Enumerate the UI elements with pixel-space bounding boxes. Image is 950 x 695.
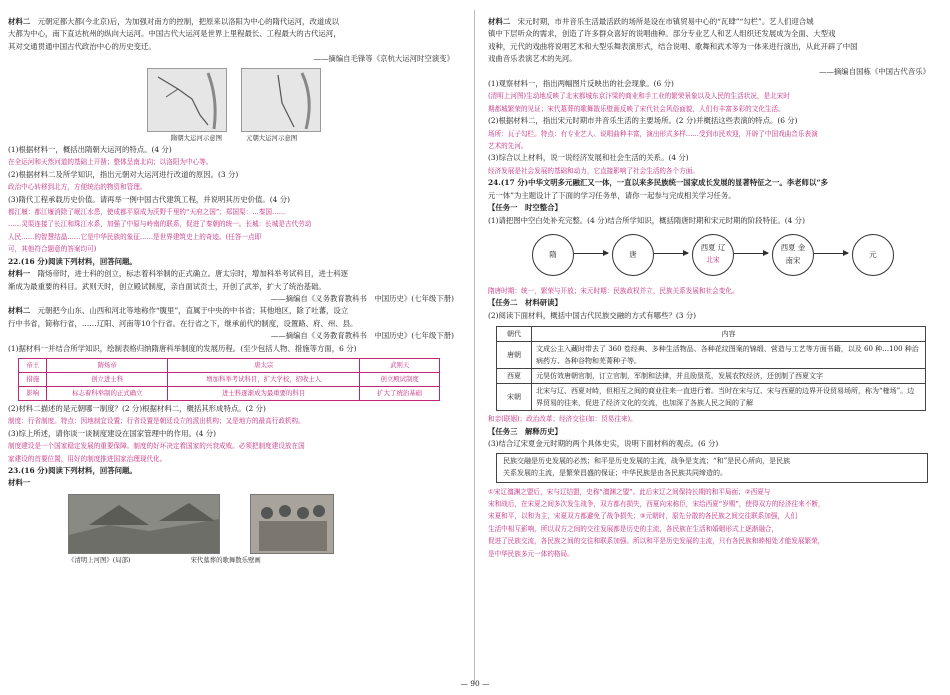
material-paragraph xyxy=(488,16,936,28)
question: (3)综合以上材料，说一说经济发展和社会生活的关系。(4 分) xyxy=(488,153,689,163)
answer: 和亲(联姻)；政治改革；经济交往(如：贸易往来)。 xyxy=(488,415,637,424)
answer: 宋夏和平，以和为主，宋夏双方都避免了战争损失；③元朝时，原先分散的各民族之间交往联系加强，人们 xyxy=(488,512,798,521)
task-tag: 【任务三 解释历史】 xyxy=(488,426,562,436)
answer: ……灵渠连接了长江和珠江水系，加强了中原与岭南的联系，促进了秦朝的统一。长城：长城是古代劳动 xyxy=(8,220,312,229)
table-cell: 影响 xyxy=(19,386,47,400)
timeline-node-song-jin xyxy=(772,234,814,276)
text: 其对交通贯通中国古代政治中心的历史变迁。 xyxy=(8,41,156,51)
fusion-table xyxy=(496,326,926,411)
question: (1)请把图中空白处补充完整。(4 分)结合所学知识，概括隋唐时期和宋元时期的阶段特征。(4 分) xyxy=(488,215,805,225)
question: (2)根据材料二，指出宋元时期市井音乐生活的主要场所。(2 分)并概括这些表演的特点。(6 分) xyxy=(488,116,798,126)
coastline xyxy=(302,73,309,129)
table-cell: 宋朝 xyxy=(497,384,532,411)
column-divider xyxy=(474,10,475,682)
text: 渐成为最重要的科目。武则天时，创立殿试制度，亲自面试贡士，开创了武举，扩大了统治基础。 xyxy=(8,281,326,291)
answer: 可，其他符合题意的答案均可) xyxy=(8,245,97,254)
left-column xyxy=(8,16,460,566)
timeline-node-song-liao xyxy=(692,234,734,276)
text: 元朝定都大都(今北京)后，为加强对南方的控制，把原来以洛阳为中心的隋代运河，改道成以 xyxy=(37,17,339,26)
table-cell: 元昊仿效唐朝官制，订立官制，军制和法律，并且励垦荒，发展农牧经济，还创制了西夏文字 xyxy=(532,369,926,384)
map-figures xyxy=(8,68,460,132)
question-header: 23.(16 分)阅读下列材料，回答问题。 xyxy=(8,465,137,475)
figure-head xyxy=(261,507,273,519)
table-cell: 帝王 xyxy=(19,358,47,372)
source-citation: ——摘编自毛锋等《京杭大运河时空演变》 xyxy=(313,54,454,64)
opinion-box xyxy=(496,453,928,482)
table-cell: 标志着科举制的正式确立 xyxy=(47,386,168,400)
question-header: 22.(16 分)阅读下列材料，回答问题。 xyxy=(8,256,137,266)
table-cell: 隋炀帝 xyxy=(47,358,168,372)
question: (1)观察材料一，指出两幅图片反映出的社会现象。(6 分) xyxy=(488,79,674,89)
map-caption: 隋朝大运河示意图 xyxy=(170,133,222,142)
answer: ①宋辽澶渊之盟后，宋与辽结盟，史称“澶渊之盟”。此后宋辽之间保持长期的和平局面；②西夏与 xyxy=(488,487,771,496)
answer: 制度：行省制度。特点：因地制宜设置；行省设置是朝廷设立的派出机构；又是地方的最高行政机构。 xyxy=(8,417,305,426)
material-label: 材料一 xyxy=(8,478,31,488)
text: 宋元时期，市井音乐生活最活跃的场所是设在市镇贸易中心的“瓦肆”“勾栏”。艺人们迎合城 xyxy=(517,17,814,26)
material-paragraph xyxy=(8,268,460,280)
node-answer: 北宋 xyxy=(706,255,720,264)
question: (3)隋代工程承载历史价值。请再举一例中国古代建筑工程，并说明其历史价值。(4 分) xyxy=(8,194,290,204)
material-label: 材料二 xyxy=(8,17,31,26)
table-row xyxy=(497,327,926,342)
answer: 艺术的先河。 xyxy=(488,142,528,151)
answer: 隋唐时期：统一，繁荣与开放；宋元时期：民族政权并立，民族关系发展和社会变化。 xyxy=(488,286,739,295)
keju-table xyxy=(18,358,440,401)
source-citation: ——摘编自国栋《中国古代音乐》 xyxy=(819,66,930,76)
node-label: 辽 xyxy=(717,242,726,252)
table-cell: 西夏 xyxy=(497,369,532,384)
answer: 都江堰：都江堰消除了岷江水患，使成都平原成为沃野千里的“天府之国”；郑国渠：…秦国…… xyxy=(8,208,286,217)
table-cell: 创立进士科 xyxy=(47,372,168,386)
coastline xyxy=(208,73,215,129)
answer: 是中华民族多元一体的格局。 xyxy=(488,549,574,558)
table-row xyxy=(19,358,440,372)
source-citation: ——摘编自《义务教育教科书 中国历史》(七年级下册) xyxy=(270,331,454,341)
question: (2)根据材料二及所学知识，指出元朝对大运河进行改道的原因。(3 分) xyxy=(8,169,239,179)
table-cell: 进士科逐渐成为最重要的科目 xyxy=(168,386,360,400)
table-cell: 创立殿试制度 xyxy=(360,372,440,386)
answer: 在全运河和天然河道的基础上开凿；整体呈南北向；以洛阳为中心等。 xyxy=(8,158,213,167)
node-row xyxy=(773,241,813,254)
table-cell: 武则天 xyxy=(360,358,440,372)
map-captions xyxy=(8,132,460,144)
mural-drawing xyxy=(251,495,333,553)
text: 关系发展的主流，是繁荣昌盛的保证；中华民族是由各民族共同缔造的。 xyxy=(503,468,727,477)
table-row xyxy=(19,372,440,386)
table-cell: 措施 xyxy=(19,372,47,386)
figure-head xyxy=(279,505,291,517)
question: (3)综上所述，请你谈一谈制度建设在国家管理中的作用。(4 分) xyxy=(8,428,217,438)
text: 行中书省，简称行省，……辽阳、河南等10个行省。在行省之下，继承前代的制度，设置路、府、州、县。 xyxy=(8,318,358,328)
timeline-node-yuan: 元 xyxy=(852,234,894,276)
table-row xyxy=(497,342,926,369)
table-cell: 唐太宗 xyxy=(168,358,360,372)
material-label: 材料二 xyxy=(488,17,511,26)
answer: 家建设的首要位置，用好的制度推进国家治理现代化。 xyxy=(8,454,167,463)
painting-drawing xyxy=(69,495,219,553)
question-header: 24.(17 分)中华文明多元融汇又一体，一直以来多民族统一国家成长发展的显著特征之一。李老师以“多 xyxy=(488,178,828,188)
material-paragraph xyxy=(8,16,460,28)
timeline-arrow xyxy=(574,253,608,254)
text: 元朝把今山东、山西和河北等地称作“腹里”，直属于中央的中书省；其他地区，除了吐蕃，设立 xyxy=(37,306,349,316)
canal-line xyxy=(278,75,294,127)
node-label: 金 xyxy=(797,242,806,252)
page-number: — 90 — xyxy=(460,679,490,688)
answer: 期都城繁荣的见证；宋代墓葬的歌舞散乐壁画反映了宋代社会风俗面貌，人们有丰富多彩的文化生活。 xyxy=(488,104,785,113)
text: 隋炀帝时，进士科的创立，标志着科举制的正式确立。唐太宗时，增加科举考试科目，进士科逐 xyxy=(37,269,349,279)
table-cell: 北宋与辽、西夏对峙，但相互之间的商业往来一直进行着。当时在宋与辽、宋与西夏的边界开设贸易场所，称为“榷场”。边界贸易的往来，促进了经济文化的交流，也加深了各族人民之间的了解 xyxy=(532,384,926,411)
node-label: 西夏 xyxy=(700,242,716,252)
text: 元一体”为主题设计了下面的学习任务单，请你一起参与完成相关学习任务。 xyxy=(488,190,736,200)
yuan-canal-map xyxy=(241,68,321,132)
map-drawing xyxy=(242,69,320,131)
answer: 经济发展是社会发展的基础和动力，它直接影响了社会生活的各个方面。 xyxy=(488,166,699,175)
node-label: 西夏 xyxy=(780,242,796,252)
right-column xyxy=(488,16,936,560)
question: (3)结合辽宋夏金元时期的两个具体史实，说明下面材料的观点。(6 分) xyxy=(488,438,719,448)
answer: 宋和战后，在宋夏之间多次发生战争，双方都有损失，西夏向宋称臣，宋给西夏“岁赐”，使得双方的经济往来不断， xyxy=(488,499,825,508)
text: 民族交融是历史发展的必然；和平是历史发展的主流，战争是支流；“和”是民心所向，是民族 xyxy=(503,457,791,466)
question: (2)阅读下面材料，概括中国古代民族交融的方式有哪些？(3 分) xyxy=(488,310,697,320)
canal-line xyxy=(158,77,208,125)
table-cell: 唐朝 xyxy=(497,342,532,369)
photo-caption: 宋代墓葬的歌舞散乐壁画 xyxy=(190,555,261,564)
answer: 促进了民族交流，各民族之间的交往和联系加强。所以和平是历史发展的主流，只有各民族和睦相处才能发展繁荣， xyxy=(488,537,825,546)
task-tag: 【任务二 材料研读】 xyxy=(488,298,562,308)
table-cell: 扩大了统治基础 xyxy=(360,386,440,400)
table-cell: 文成公主入藏时带去了 360 卷经典、多种生活物品、各种花纹图案的锦缎、营造与工艺等方面书籍，以及 60 种…100 种治病药方、各种谷物和芜菁种子等。 xyxy=(532,342,926,369)
question: (1)据材料一并结合所学知识，绘制表格归纳隋唐科举制度的发展历程。(至少包括人物、措施等方面，6 分) xyxy=(8,343,357,353)
mural-image xyxy=(250,494,334,554)
qingming-painting-image xyxy=(68,494,220,554)
dynasty-timeline xyxy=(488,230,936,282)
figure-head xyxy=(297,507,309,519)
task-tag: 【任务一 时空整合】 xyxy=(488,203,562,213)
photo-figures xyxy=(68,494,460,554)
question: (1)根据材料一，概括出隋朝大运河的特点。(4 分) xyxy=(8,145,172,155)
text: 大都为中心，南下直达杭州的纵向大运河。中国古代大运河是世界上里程最长、工程最大的古代运河， xyxy=(8,29,341,39)
text: 戏种，元代的戏曲将说唱艺术和大型乐舞表演形式，结合说唱、歌舞和武术等为一体来进行演出，从此开辟了中国 xyxy=(488,41,858,51)
timeline-node-sui: 隋 xyxy=(532,234,574,276)
timeline-arrow xyxy=(814,253,848,254)
map-drawing xyxy=(148,69,226,131)
answer: (清明上河图)生动地反映了北宋都城东京汴梁的商业和手工业的繁荣景象以及人民的生活状况，是北宋时 xyxy=(488,92,790,101)
material-paragraph xyxy=(8,305,460,317)
figures-body xyxy=(259,521,327,551)
text: 镇中下层听众的需求，创造了许多群众喜好的说唱曲种。部分专业艺人和艺人组织还发展成为全面、大型戏 xyxy=(488,29,836,39)
node-label: 南宋 xyxy=(785,255,801,265)
timeline-node-tang: 唐 xyxy=(612,234,654,276)
timeline-arrow xyxy=(654,253,688,254)
canal-line xyxy=(166,89,178,97)
material-label: 材料二 xyxy=(8,306,31,316)
question: (2)材料二描述的是元朝哪一制度？(2 分)根据材料二，概括其形成特点。(2 分) xyxy=(8,403,266,413)
answer: 政治中心转移到北方，方便统治的物资和管理。 xyxy=(8,183,147,192)
table-cell: 朝代 xyxy=(497,327,532,342)
text: 戏曲音乐表演艺术的先河。 xyxy=(488,54,577,64)
node-row xyxy=(693,241,733,254)
table-row xyxy=(497,384,926,411)
photo-caption: 《清明上河图》(局部) xyxy=(68,555,131,564)
sui-canal-map xyxy=(147,68,227,132)
photo-captions xyxy=(68,554,460,566)
table-cell: 内容 xyxy=(532,327,926,342)
table-cell: 增加科举考试科目，扩大学校，招收士人 xyxy=(168,372,360,386)
timeline-arrow xyxy=(734,253,768,254)
answer: 人民……的智慧结晶……它是中华民族的象征……是世界建筑史上的奇迹。(任答一点即 xyxy=(8,232,262,241)
material-label: 材料一 xyxy=(8,269,31,279)
source-citation: ——摘编自《义务教育教科书 中国历史》(七年级下册) xyxy=(270,293,454,303)
answer: 场所：瓦子勾栏。特点：有专业艺人、说唱曲种丰富，演出形式多样……受到市民欢迎，开辟了中国戏曲音乐表演 xyxy=(488,129,818,138)
answer: 生活中相互影响，所以双方之间的交往发展都是历史的主流，各民族在生活和婚姻形式上逐渐融合， xyxy=(488,524,779,533)
map-caption: 元朝大运河示意图 xyxy=(246,133,298,142)
table-row xyxy=(497,369,926,384)
figure-head xyxy=(313,505,325,517)
table-row xyxy=(19,386,440,400)
answer: 制度建设是一个国家稳定发展的重要保障。制度的好坏决定着国家的兴衰成败。必须把制度建设放在国 xyxy=(8,442,305,451)
